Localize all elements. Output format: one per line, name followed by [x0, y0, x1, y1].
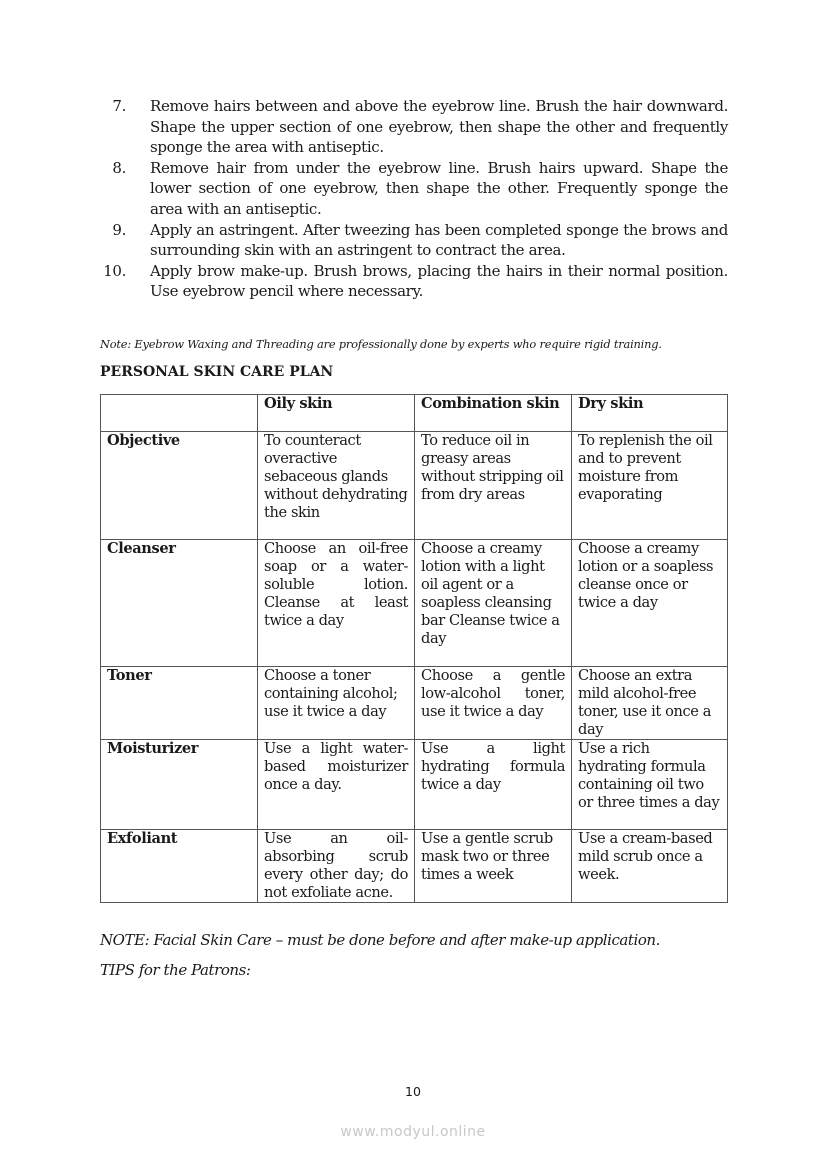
table-cell: Use a light water-based moisturizer once a day. [258, 740, 415, 830]
table-cell: Use a rich hydrating formula containing oil two or three times a day [572, 740, 728, 830]
step-text: Remove hair from under the eyebrow line. Brush hairs upward. Shape the lower section of one eyebrow, then shape the other. Frequently sponge the area with an antiseptic. [150, 158, 728, 218]
page-number: 10 [405, 1084, 421, 1099]
table-cell: Choose a toner containing alcohol; use it twice a day [258, 667, 415, 740]
section-title: PERSONAL SKIN CARE PLAN [100, 364, 334, 380]
table-cell: Choose an oil-free soap or a water-soluble lotion. Cleanse at least twice a day [258, 540, 415, 667]
table-cell: Choose a gentle low-alcohol toner, use it twice a day [415, 667, 572, 740]
watermark-text: www.modyul.online [340, 1124, 486, 1140]
step-item [100, 158, 728, 220]
step-item [100, 261, 728, 302]
table-cell: Choose a creamy lotion or a soapless cleanse once or twice a day [572, 540, 728, 667]
procedure-steps-list [100, 96, 728, 302]
table-cell: Choose an extra mild alcohol-free toner, use it once a day [572, 667, 728, 740]
table-row-objective [101, 432, 728, 540]
table-row-moisturizer [101, 740, 728, 830]
table-cell: Use a gentle scrub mask two or three times a week [415, 830, 572, 903]
table-cell: To counteract overactive sebaceous glands without dehydrating the skin [258, 432, 415, 540]
column-header-oily: Oily skin [258, 395, 415, 432]
table-cell: To reduce oil in greasy areas without stripping oil from dry areas [415, 432, 572, 540]
row-label: Moisturizer [101, 740, 258, 830]
column-header [101, 395, 258, 432]
step-text: Apply brow make-up. Brush brows, placing the hairs in their normal position. Use eyebrow pencil where necessary. [150, 261, 728, 301]
step-item [100, 220, 728, 261]
table-cell: To replenish the oil and to prevent moisture from evaporating [572, 432, 728, 540]
facial-care-note: NOTE: Facial Skin Care – must be done before and after make-up application. [100, 931, 660, 949]
step-text: Remove hairs between and above the eyebrow line. Brush the hair downward. Shape the upper section of one eyebrow, then shape the other and frequently sponge the area with antiseptic. [150, 97, 728, 157]
column-header-combination: Combination skin [415, 395, 572, 432]
skin-care-plan-table [100, 394, 728, 903]
table-cell: Use an oil-absorbing scrub every other day; do not exfoliate acne. [258, 830, 415, 903]
step-item [100, 96, 728, 158]
table-row-exfoliant [101, 830, 728, 903]
table-header-row [101, 395, 728, 432]
row-label: Cleanser [101, 540, 258, 667]
threading-note: Note: Eyebrow Waxing and Threading are professionally done by experts who require rigid training. [100, 337, 662, 351]
table-cell: Choose a creamy lotion with a light oil agent or a soapless cleansing bar Cleanse twice a day [415, 540, 572, 667]
step-number: 7. [112, 97, 126, 115]
table-row-cleanser [101, 540, 728, 667]
column-header-dry: Dry skin [572, 395, 728, 432]
step-number: 10. [103, 261, 126, 280]
table-cell: Use a cream-based mild scrub once a week. [572, 830, 728, 903]
tips-heading: TIPS for the Patrons: [100, 961, 251, 979]
table-cell: Use a light hydrating formula twice a day [415, 740, 572, 830]
table-row-toner [101, 667, 728, 740]
row-label: Toner [101, 667, 258, 740]
step-number: 9. [112, 220, 126, 239]
step-text: Apply an astringent. After tweezing has been completed sponge the brows and surrounding skin with an astringent to contract the area. [150, 220, 728, 260]
step-number: 8. [112, 158, 126, 177]
row-label: Objective [101, 432, 258, 540]
row-label: Exfoliant [101, 830, 258, 903]
